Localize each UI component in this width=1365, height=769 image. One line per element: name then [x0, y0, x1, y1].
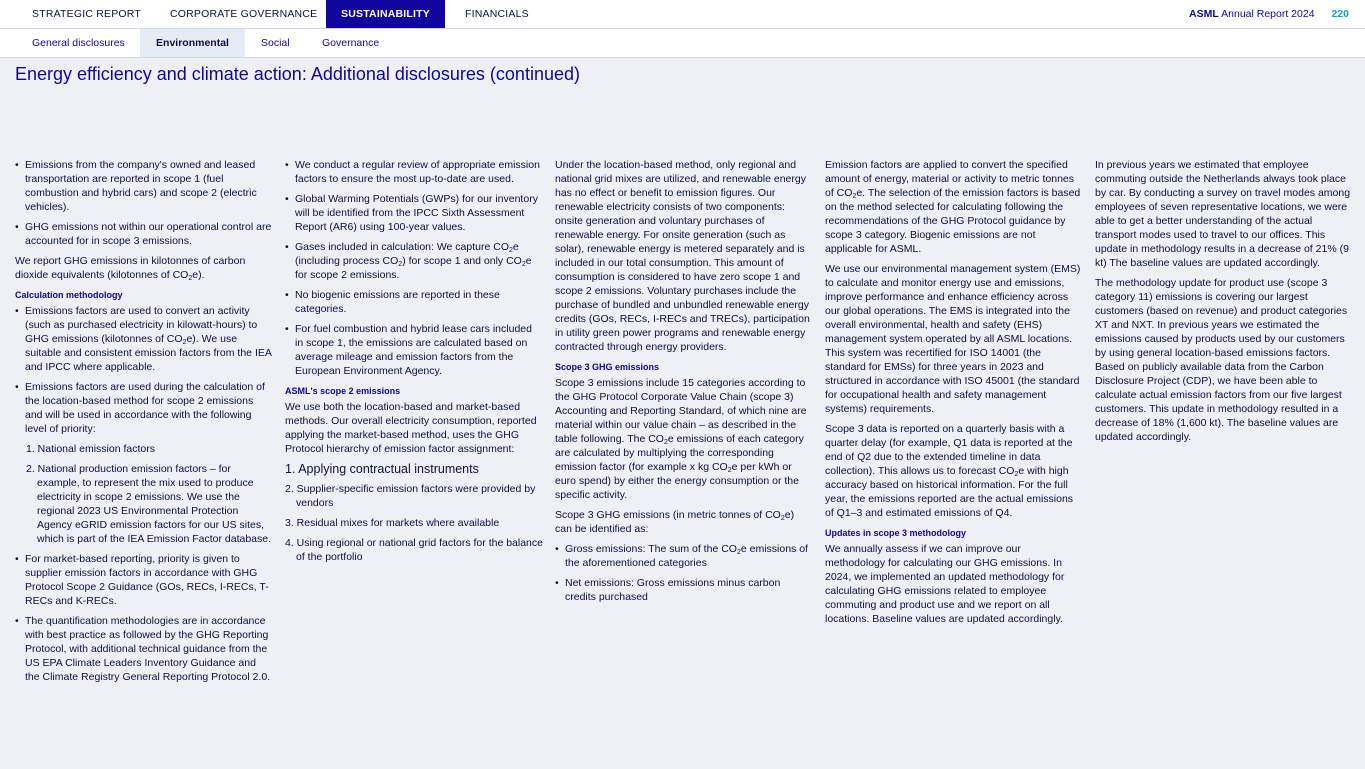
paragraph: Emission factors are applied to convert the specified amount of energy, material or activity to metric tonnes of $CO_2e$. The selection of the emission factors is based on the method selected for calculating following the recommendations of the GHG Protocol guidance by scope 3 category. Biogenic emissions are not applicable for ASML.	[825, 159, 1081, 255]
bullet-list	[555, 542, 813, 604]
paragraph: Scope 3 GHG emissions (in metric tonnes of $CO_2e$) can be identified as:	[555, 509, 795, 535]
tab-strategic-report[interactable]: STRATEGIC REPORT	[32, 8, 141, 20]
list-item: 4. Using regional or national grid factors for the balance of the portfolio	[285, 537, 543, 563]
paragraph: In previous years we estimated that employee commuting outside the Netherlands always took place by car. By conducting a survey on travel modes among employees of seven representative locations, we were able to get a better understanding of the actual transport modes used to travel to our offices. This update in methodology results in a decrease of 21% (9 kt) The baseline values are updated accordingly.	[1095, 159, 1351, 269]
paragraph: We use our environmental management system (EMS) to calculate and monitor energy use and emissions, improve performance and enhance efficiency across our global operations. The EMS is integrated into the overall environmental, health and safety (EHS) management system operated by all ASML locations. This system was recertified for ISO 14001 (the standard for EMSs) for three years in 2023 and structured in accordance with ISO 45001 (the standard for occupational health and safety management systems) requirements.	[825, 263, 1081, 415]
top-navigation	[0, 0, 1365, 29]
bullet-list	[15, 304, 273, 436]
subtab-environmental[interactable]: Environmental	[140, 29, 245, 57]
page-number: 220	[1331, 8, 1349, 20]
list-item: • Emissions from the company's owned and leased transportation are reported in scope 1 (fuel combustion and hybrid cars) and scope 2 (electric vehicles).	[15, 158, 273, 214]
list-item: • Gases included in calculation: We capture $CO_2e$ (including process $CO_2$) for scope 1 and only $CO_2e$ for scope 2 emissions.	[285, 240, 543, 282]
section-heading: Updates in scope 3 methodology	[825, 528, 967, 538]
column-4	[825, 158, 1083, 632]
paragraph: Under the location-based method, only regional and national grid mixes are utilized, and renewable energy has no effect or benefit to emission figures. Our renewable electricity consists of two components: onsite generation and voluntary purchases of renewable energy. For onsite generation (such as solar), renewable energy is metered separately and is included in our total consumption. This amount of consumption is considered to have zero scope 1 and scope 2 emissions. Voluntary purchases include the purchase of bundled and unbundled renewable energy credits (GOs, RECs, I-RECs and TRECs), participation in utility green power programs and renewable energy contracted through energy providers.	[555, 159, 810, 353]
paragraph: Scope 3 emissions include 15 categories according to the GHG Protocol Corporate Value Chain (scope 3) Accounting and Reporting Standard, of which nine are material within our value chain – as described in the table following. The $CO_2e$ emissions of each category are calculated by multiplying the corresponding emission factor (for example x kg $CO_2e$ per kWh or euro spend) by either the energy consumption or the specific activity.	[555, 377, 807, 501]
brand-name: ASML	[1189, 8, 1219, 20]
numbered-list	[15, 442, 273, 546]
subtab-governance[interactable]: Governance	[322, 37, 380, 49]
subtab-social[interactable]: Social	[261, 37, 290, 49]
list-item: 1. Applying contractual instruments	[285, 462, 479, 476]
column-5	[1095, 158, 1353, 450]
tab-financials[interactable]: FINANCIALS	[465, 8, 529, 20]
paragraph: We report GHG emissions in kilotonnes of carbon dioxide equivalents (kilotonnes of $CO_2e$).	[15, 255, 246, 282]
tab-corporate-governance[interactable]: CORPORATE GOVERNANCE	[170, 8, 318, 20]
list-item: • Gross emissions: The sum of the $CO_2e$ emissions of the aforementioned categories	[555, 542, 813, 570]
report-title: Annual Report 2024	[1221, 8, 1315, 20]
paragraph: We annually assess if we can improve our methodology for calculating our GHG emissions. In 2024, we implemented an updated methodology for calculating GHG emissions related to employee commuting and product use and we report on all locations. Baseline values are updated accordingly.	[825, 543, 1065, 625]
list-item: • We conduct a regular review of appropriate emission factors to ensure the most up-to-date are used.	[285, 158, 543, 186]
subtab-general-disclosures[interactable]: General disclosures	[32, 37, 125, 49]
numbered-list	[285, 462, 543, 564]
section-heading: ASML's scope 2 emissions	[285, 386, 401, 396]
tab-sustainability[interactable]: SUSTAINABILITY	[326, 0, 445, 28]
list-item: • No biogenic emissions are reported in these categories.	[285, 288, 543, 316]
report-brand	[1189, 0, 1349, 28]
sub-navigation	[0, 29, 1365, 58]
list-item: • Emissions factors are used during the calculation of the location-based method for scope 2 emissions and will be used in accordance with the following level of priority:	[15, 380, 273, 436]
list-item: • Net emissions: Gross emissions minus carbon credits purchased	[555, 576, 813, 604]
paragraph: The methodology update for product use (scope 3 category 11) emissions is covering our largest customers (based on revenue) and product categories XT and NXT. In previous years we estimated the emissions caused by products used by our customers by using general location-based emissions factors. Based on publicly available data from the Carbon Disclosure Project (CDP), we have been able to calculate actual emission factors from our five largest customers. This update in methodology resulted in a decrease of 18% (1,600 kt). The baseline values are updated accordingly.	[1095, 277, 1348, 443]
list-item: • The quantification methodologies are in accordance with best practice as followed by the GHG Reporting Protocol, with additional technical guidance from the US EPA Climate Leaders Inventory Guidance and the Climate Registry General Reporting Protocol 2.0.	[15, 614, 273, 684]
paragraph: Scope 3 data is reported on a quarterly basis with a quarter delay (for example, Q1 data is reported at the end of Q2 due to the extended timeline in data collection). This allows us to forecast $CO_2e$ with high accuracy based on historical information. For the full year, the emissions reported are the actual emissions of Q1–3 and estimated emissions of Q4.	[825, 423, 1074, 519]
column-1	[15, 158, 273, 690]
bullet-list	[15, 552, 273, 684]
page-title: Energy efficiency and climate action: Additional disclosures (continued)	[15, 64, 580, 84]
section-heading: Calculation methodology	[15, 290, 123, 300]
list-item: • GHG emissions not within our operational control are accounted for in scope 3 emissions.	[15, 220, 273, 248]
list-item: • Global Warming Potentials (GWPs) for our inventory will be identified from the IPCC Sixth Assessment Report (AR6) using 100-year values.	[285, 192, 543, 234]
bullet-list	[15, 158, 273, 248]
list-item: 2. Supplier-specific emission factors were provided by vendors	[285, 483, 536, 509]
bullet-list	[285, 158, 543, 378]
list-item: • For market-based reporting, priority is given to supplier emission factors in accordance with GHG Protocol Scope 2 Guidance (GOs, RECs, I-RECs, T-RECs and K-RECs.	[15, 552, 273, 608]
list-item: • For fuel combustion and hybrid lease cars included in scope 1, the emissions are calculated based on average mileage and emission factors from the European Environment Agency.	[285, 322, 543, 378]
section-heading: Scope 3 GHG emissions	[555, 362, 660, 372]
list-item: • Emissions factors are used to convert an activity (such as purchased electricity in kilowatt-hours) to GHG emissions (kilotonnes of $CO_2e$). We use suitable and consistent emission factors from the IEA and IPCC where applicable.	[15, 304, 273, 374]
column-3	[555, 158, 813, 610]
column-2	[285, 158, 543, 570]
paragraph: We use both the location-based and market-based methods. Our overall electricity consumption, reported applying the market-based method, uses the GHG Protocol hierarchy of emission factor assignment:	[285, 401, 537, 455]
list-item: 1. National emission factors	[26, 443, 155, 455]
list-item: 3. Residual mixes for markets where available	[285, 517, 500, 529]
list-item: 2. National production emission factors – for example, to represent the mix used to produce electricity in scope 2 emissions. We use the regional 2023 US Environmental Protection Agency eGRID emission factors for our US sites, which is part of the IEA Emission Factor database.	[26, 463, 272, 545]
